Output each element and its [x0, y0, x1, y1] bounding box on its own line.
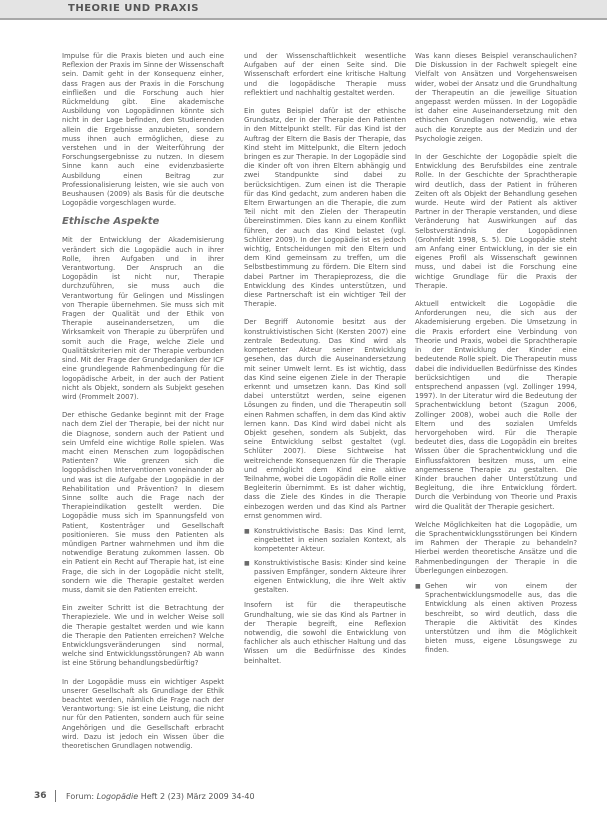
- footer-divider: [55, 790, 56, 802]
- list-item: ■ Konstruktivistische Basis: Das Kind lernt, eingebettet in einen sozialen Kontext, als kompetenter Akteur.: [254, 527, 406, 555]
- paragraph: Aktuell entwickelt die Logopädie die Anforderungen neu, die sich aus der Akademisierung ergeben. Die Umsetzung in die Praxis erfordert eine Verbindung von Theorie und Praxis, wobei die Sprachtherapie in der Entwicklung der Kinder eine bedeutende Rolle spielt. Die Therapeutin muss dabei die individuellen Bedürfnisse des Kindes berücksichtigen und die Therapie entsprechend anpassen (vgl. Zollinger 1994, 1997). In der Literatur wird die Bedeutung der Sprachentwicklung betont (Szagun 2006, Zollinger 2008), wobei auch die Rolle der Eltern und des sozialen Umfelds hervorgehoben wird. Für die Therapie bedeutet dies, dass die Logopädin ein breites Wissen über die Sprachentwicklung und die Einflussfaktoren besitzen muss, um eine angemessene Therapie zu gestalten. Die Kinder brauchen daher Unterstützung und Begleitung, die ihre Entwicklung fördert. Durch die Verbindung von Theorie und Praxis wird die Qualität der Therapie gesichert.: [415, 300, 577, 511]
- paragraph: Der Begriff Autonomie besitzt aus der konstruktivistischen Sicht (Kersten 2007) eine zentrale Bedeutung. Das Kind wird als kompetenter Akteur seiner Entwicklung gesehen, das durch die Auseinandersetzung mit seiner Umwelt lernt. Es ist wichtig, dass das Kind seine eigenen Ziele in der Therapie erkennt und umsetzen kann. Das Kind soll dabei unterstützt werden, seine eigenen Lösungen zu finden, und die Therapeutin soll einen Rahmen schaffen, in dem das Kind aktiv lernen kann. Das Kind wird dabei nicht als Objekt gesehen, sondern als Subjekt, das seine Entwicklung selbst gestaltet (vgl. Schlüter 2007). Diese Sichtweise hat weitreichende Konsequenzen für die Therapie und ermöglicht dem Kind eine aktive Teilnahme, wobei die Logopädin die Rolle einer Begleiterin übernimmt. Es ist daher wichtig, dass die Ziele des Kindes in die Therapie einbezogen werden und das Kind als Partner ernst genommen wird.: [244, 318, 406, 520]
- list-item: ■ Konstruktivistische Basis: Kinder sind keine passiven Empfänger, sondern Akteure ihrer eigenen Entwicklung, die ihre Welt aktiv gestalten.: [254, 559, 406, 596]
- paragraph: Was kann dieses Beispiel veranschaulichen? Die Diskussion in der Fachwelt spiegelt eine Vielfalt von Ansätzen und Vorgehensweisen wider, wobei der Ansatz und die Grundhaltung der Therapeutin an die jeweilige Situation angepasst werden müssen. In der Logopädie ist daher eine Auseinandersetzung mit den ethischen Grundlagen notwendig, wie etwa auch die Konzepte aus der Medizin und der Psychologie zeigen.: [415, 52, 577, 143]
- paragraph: Ein zweiter Schritt ist die Betrachtung der Therapieziele. Wie und in welcher Weise soll die Therapie gestaltet werden und wie kann die Therapie den Patienten erreichen? Welche Entwicklungsveränderungen sind normal, welche sind Entwicklungsstörungen? Ab wann ist eine Störung behandlungsbedürftig?: [62, 604, 224, 668]
- footer-issue: Heft 2 (23) März 2009 34-40: [140, 792, 255, 801]
- footer-citation: [66, 792, 255, 801]
- footer-prefix: Forum:: [66, 792, 95, 801]
- section-heading: Ethische Aspekte: [62, 216, 160, 228]
- paragraph: Welche Möglichkeiten hat die Logopädie, um die Sprachentwicklungsstörungen bei Kindern im Rahmen der Therapie zu behandeln? Hierbei werden theoretische Ansätze und die Rahmenbedingungen der Therapie in die Überlegungen einbezogen.: [415, 520, 577, 575]
- list-item: ■ Gehen wir von einem der Sprachentwicklungsmodelle aus, das die Entwicklung als einen aktiven Prozess beschreibt, so wird deutlich, dass die Therapie die Aktivität des Kindes unterstützen und ihm die Möglichkeit bieten muss, eigene Lösungswege zu finden.: [425, 582, 577, 656]
- paragraph: In der Geschichte der Logopädie spielt die Entwicklung des Berufsbildes eine zentrale Rolle. In der Geschichte der Sprachtherapie wird deutlich, dass der Patient in früheren Zeiten oft als Objekt der Behandlung gesehen wurde. Heute wird der Patient als aktiver Partner in der Therapie verstanden, und diese Veränderung hat Auswirkungen auf das Selbstverständnis der Logopädinnen (Grohnfeldt 1998, S. 5). Die Logopädie steht am Anfang einer Entwicklung, in der sie ein eigenes Profil als Wissenschaft gewinnen muss, und dabei ist die Forschung eine wichtige Grundlage für die Praxis der Therapie.: [415, 153, 577, 290]
- paragraph: Impulse für die Praxis bieten und auch eine Reflexion der Praxis im Sinne der Wissenschaft sein. Damit geht in der Konsequenz einher, dass Fragen aus der Praxis in die Forschung einfließen und die Forschung auch hier Rückmeldung gibt. Eine akademische Ausbildung von Logopädinnen könnte sich nicht in der Lage befinden, den Studierenden allein die Ergebnisse anzubieten, sondern muss ihnen auch ermöglichen, diese zu verstehen und in der Weiterführung der Forschungsergebnisse zu nutzen. In diesem Sinne kann auch eine evidenzbasierte Ausbildung einen Beitrag zur Professionalisierung leisten, wie sie auch von Beushausen (2009) als Basis für die deutsche Logopädie vorgeschlagen wurde.: [62, 52, 224, 208]
- paragraph: Mit der Entwicklung der Akademisierung verändert sich die Logopädie auch in ihrer Rolle, ihren Aufgaben und in ihrer Verantwortung. Der Anspruch an die Logopädin ist nicht nur, Therapie durchzuführen, sie muss auch die Verantwortung für Gelingen und Misslingen von Therapie übernehmen. Sie muss sich mit Fragen der Qualität und der Ethik von Therapie auseinandersetzen, um die Wirksamkeit von Therapie zu überprüfen und somit auch die Frage, welche Ziele und Qualitätskriterien mit der Therapie verbunden sind. Mit der Frage der Grundgedanken der ICF eine grundlegende Rahmenbedingung für die logopädische Arbeit, in der auch der Patient nicht als Objekt, sondern als Subjekt gesehen wird (Frommelt 2007).: [62, 236, 224, 401]
- paragraph: Ein gutes Beispiel dafür ist der ethische Grundsatz, der in der Therapie den Patienten in den Mittelpunkt stellt. Für das Kind ist der Auftrag der Eltern die Basis der Therapie, das Kind steht im Mittelpunkt, die Eltern jedoch bringen es zur Therapie. In der Logopädie sind die Kinder oft von ihren Eltern abhängig und zwei Standpunkte sind dabei zu berücksichtigen. Zum einen ist die Therapie für das Kind gedacht, zum anderen haben die Eltern Erwartungen an die Therapie, die zum Teil nicht mit den Zielen der Therapeutin übereinstimmen. Dies kann zu einem Konflikt führen, der auch das Kind belastet (vgl. Schlüter 2009). In der Logopädie ist es jedoch wichtig, Entscheidungen mit den Eltern und dem Kind gemeinsam zu treffen, um die Selbstbestimmung zu fördern. Die Eltern sind dabei Partner im Therapieprozess, die die Entwicklung des Kindes unterstützen, und diese Partnerschaft ist ein wichtiger Teil der Therapie.: [244, 107, 406, 309]
- page-header: [0, 0, 607, 20]
- section-title: THEORIE UND PRAXIS: [68, 3, 199, 14]
- page-footer: [0, 788, 607, 806]
- bullet-list: [415, 582, 577, 656]
- page-number: 36: [34, 791, 47, 801]
- text-column-right: [415, 52, 577, 662]
- journal-name: Logopädie: [96, 792, 139, 801]
- text-column-middle: [244, 52, 406, 666]
- text-column-left: [62, 52, 224, 751]
- bullet-list: [244, 527, 406, 595]
- paragraph: In der Logopädie muss ein wichtiger Aspekt unserer Gesellschaft als Grundlage der Ethik beachtet werden, nämlich die Frage nach der Verantwortung: Sie ist eine Leistung, die nicht nur für den Patienten, sondern auch für seine Angehörigen und die Gesellschaft erbracht wird. Dazu ist jedoch ein Wissen über die theoretischen Grundlagen notwendig.: [62, 677, 224, 751]
- paragraph: Der ethische Gedanke beginnt mit der Frage nach dem Ziel der Therapie, bei der nicht nur die Diagnose, sondern auch der Patient und sein Umfeld eine wichtige Rolle spielen. Was macht einen Menschen zum logopädischen Patienten? Wie grenzen sich die logopädischen Interventionen voneinander ab und was ist die Aufgabe der Logopädie in der Rehabilitation und Prävention? In diesem Sinne sollte auch die Frage nach der Therapieindikation gestellt werden. Die Logopädie muss sich im Spannungsfeld von Patient, Kostenträger und Gesellschaft positionieren. Sie muss den Patienten als mündigen Partner wahrnehmen und ihm die notwendige Beratung zukommen lassen. Ob ein Patient ein Recht auf Therapie hat, ist eine Frage, die sich in der Logopädie nicht stellt, sondern wie die Therapie gestaltet werden muss, damit sie den Patienten erreicht.: [62, 411, 224, 594]
- paragraph: Insofern ist für die therapeutische Grundhaltung, wie sie das Kind als Partner in der Therapie begreift, eine Reflexion notwendig, die sowohl die Entwicklung von fachlicher als auch ethischer Haltung und das Wissen um die Bedürfnisse des Kindes beinhaltet.: [244, 601, 406, 665]
- paragraph: und der Wissenschaftlichkeit wesentliche Aufgaben auf der einen Seite sind. Die Wissenschaft erfordert eine kritische Haltung und die logopädische Therapie muss reflektiert und nachhaltig gestaltet werden.: [244, 52, 406, 97]
